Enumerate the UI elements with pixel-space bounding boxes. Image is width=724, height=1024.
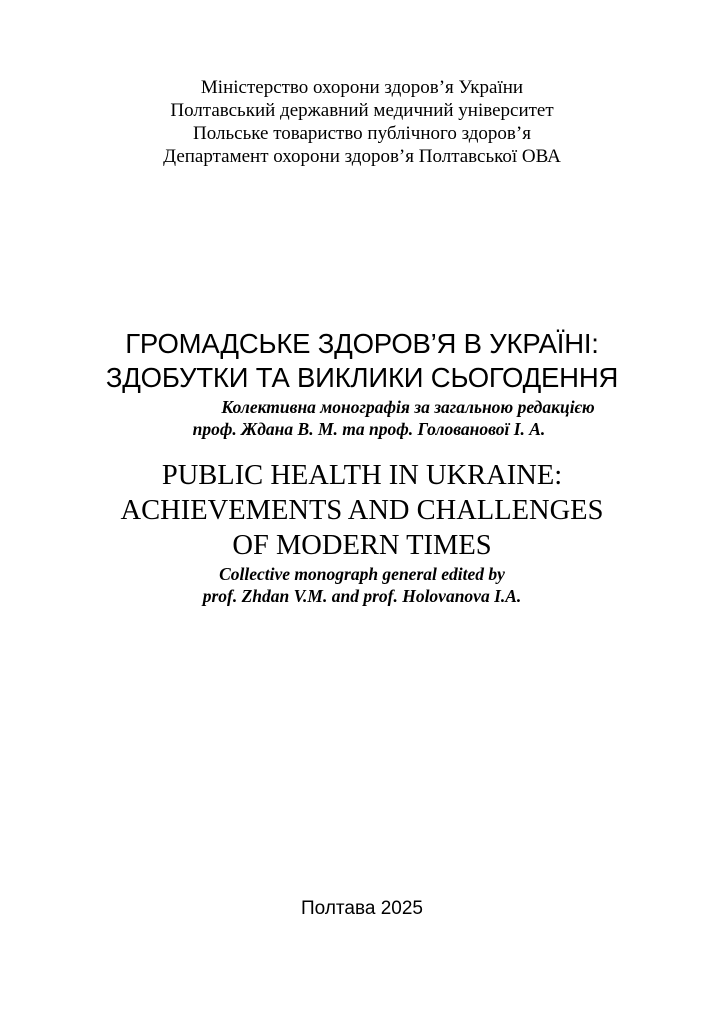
title-english-line-2: ACHIEVEMENTS AND CHALLENGES [120, 495, 604, 526]
title-english-line-1: PUBLIC HEALTH IN UKRAINE: [161, 460, 563, 491]
title-ukrainian-line-1: ГРОМАДСЬКЕ ЗДОРОВ’Я В УКРАЇНІ: [125, 328, 599, 359]
title-english [0, 458, 724, 563]
organization-line: Міністерство охорони здоров’я України [200, 77, 524, 98]
title-ukrainian [0, 327, 724, 395]
subtitle-english [0, 563, 724, 607]
organization-line: Польське товариство публічного здоров’я [193, 123, 531, 144]
subtitle-english-line-1: Collective monograph general edited by [219, 564, 505, 584]
subtitle-ukrainian-line-1: Колективна монографія за загальною редакцією [221, 397, 595, 417]
title-english-line-3: OF MODERN TIMES [232, 530, 492, 561]
organization-line: Полтавський державний медичний університет [170, 100, 554, 121]
subtitle-ukrainian-line-2: проф. Ждана В. М. та проф. Голованової І. А. [192, 419, 546, 439]
organizations-block [0, 76, 724, 168]
organization-line: Департамент охорони здоров’я Полтавської ОВА [163, 146, 561, 167]
subtitle-english-line-2: prof. Zhdan V.M. and prof. Holovanova I.A. [202, 586, 522, 606]
title-ukrainian-line-2: ЗДОБУТКИ ТА ВИКЛИКИ СЬОГОДЕННЯ [105, 362, 619, 393]
publication-place-year: Полтава 2025 [301, 898, 423, 919]
subtitle-ukrainian [0, 396, 724, 440]
